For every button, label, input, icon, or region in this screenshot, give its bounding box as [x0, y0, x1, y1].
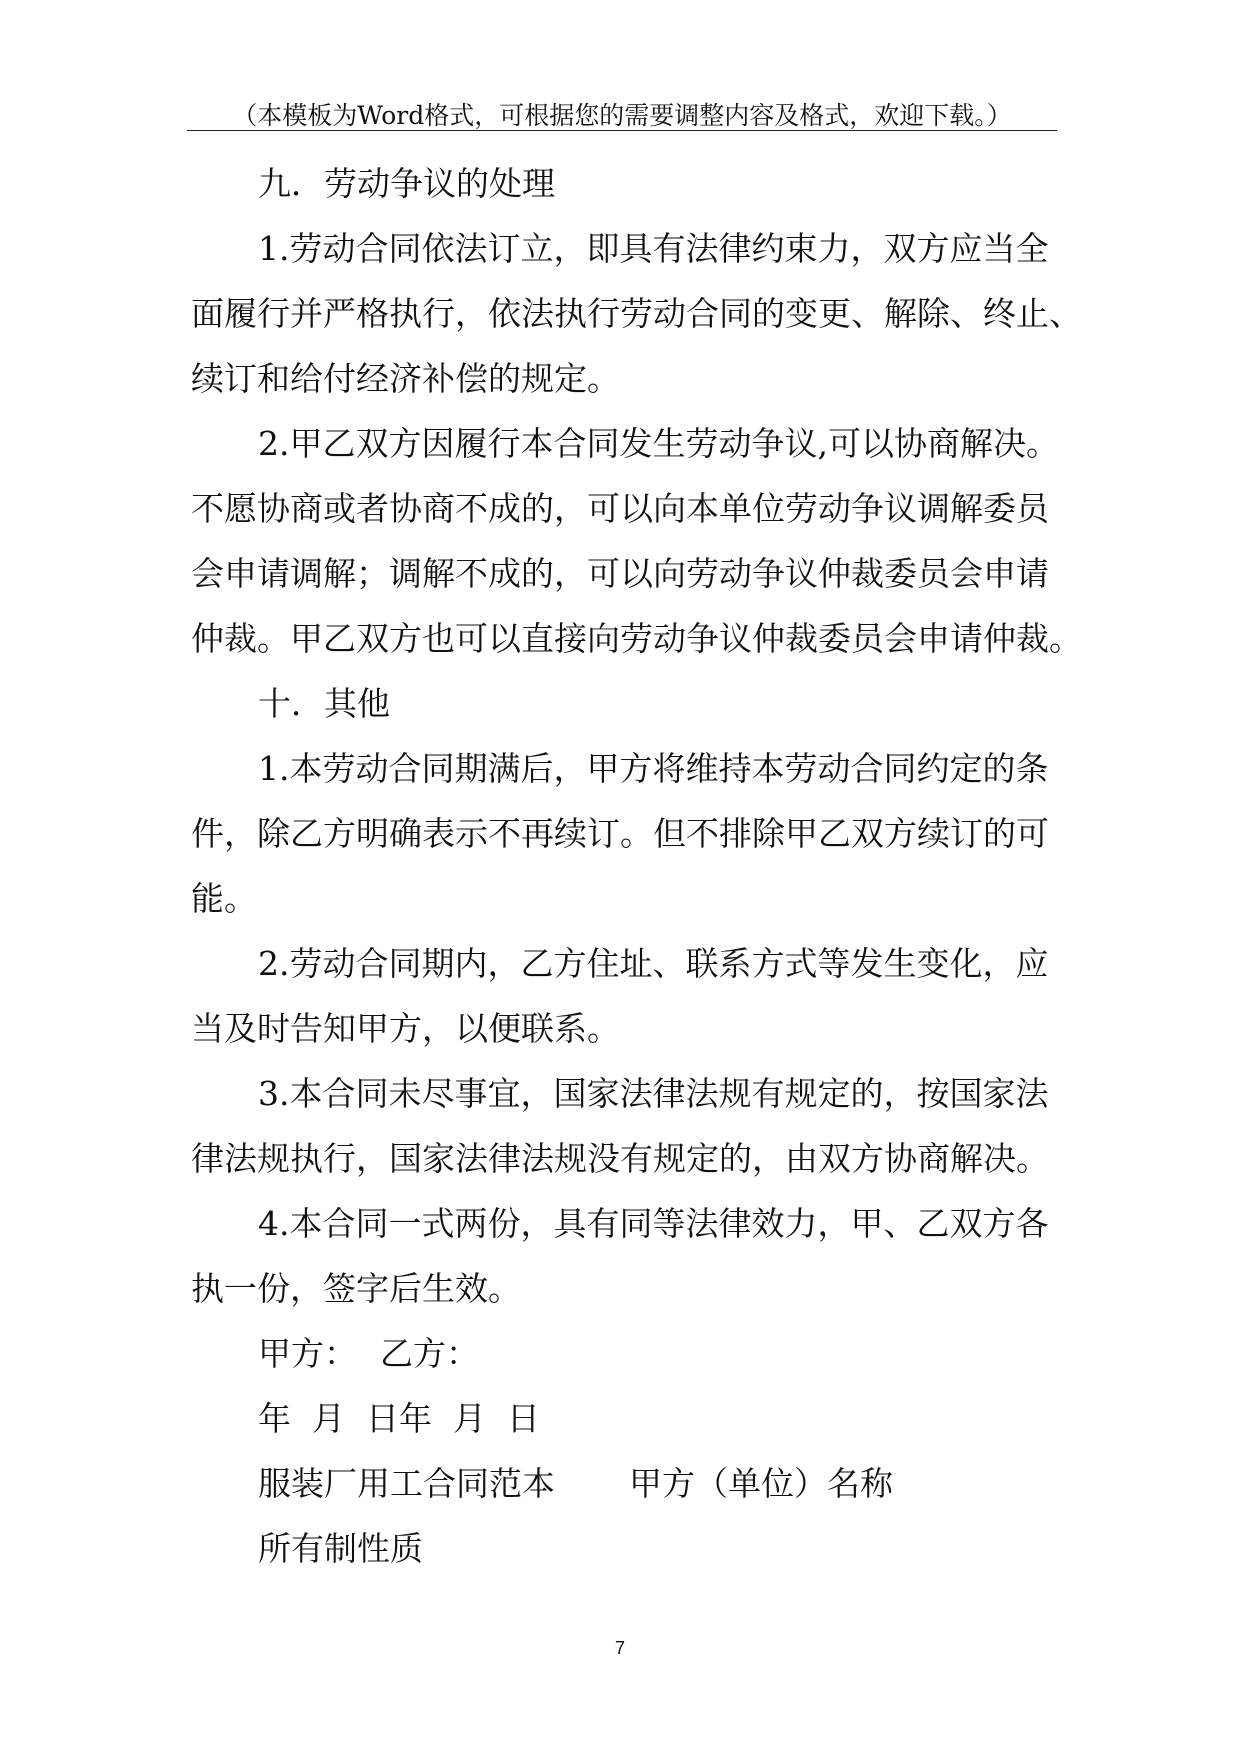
section-9-clause-1-line: 面履行并严格执行，依法执行劳动合同的变更、解除、终止、: [191, 294, 1082, 333]
signature-parties: [191, 1321, 1191, 1386]
next-document-title: 服装厂用工合同范本: [258, 1464, 555, 1503]
page-number: 7: [614, 1638, 625, 1658]
section-9-heading: 九．劳动争议的处理: [258, 164, 555, 203]
section-9-clause-1-line: 续订和给付经济补偿的规定。: [191, 359, 620, 398]
section-10-clause-1-line: 1.本劳动合同期满后，甲方将维持本劳动合同约定的条: [258, 749, 1049, 788]
ownership-label: 所有制性质: [258, 1529, 423, 1568]
party-a-label: 甲方：: [258, 1334, 357, 1373]
section-10-heading: 十．其他: [258, 684, 390, 723]
header-template-note: （本模板为Word格式，可根据您的需要调整内容及格式，欢迎下载。）: [232, 101, 1012, 130]
section-10-clause-4-line: 4.本合同一式两份，具有同等法律效力，甲、乙双方各: [258, 1204, 1049, 1243]
section-10-clause-3-line: 3.本合同未尽事宜，国家法律法规有规定的，按国家法: [258, 1074, 1049, 1113]
next-document-title-row: [191, 1451, 1191, 1516]
section-9-clause-2-line: 会申请调解；调解不成的，可以向劳动争议仲裁委员会申请: [191, 554, 1049, 593]
section-9-clause-2-line: 2.甲乙双方因履行本合同发生劳动争议,可以协商解决。: [258, 424, 1059, 463]
section-9-clause-2-line: 不愿协商或者协商不成的，可以向本单位劳动争议调解委员: [191, 489, 1049, 528]
section-10-clause-2-line: 当及时告知甲方，以便联系。: [191, 1009, 620, 1048]
section-9-clause-1-line: 1.劳动合同依法订立，即具有法律约束力，双方应当全: [258, 229, 1049, 268]
section-10-clause-1-line: 能。: [191, 879, 257, 918]
section-10-clause-3-line: 律法规执行，国家法律法规没有规定的，由双方协商解决。: [191, 1139, 1049, 1178]
party-b-label: 乙方：: [380, 1334, 479, 1373]
section-10-clause-4-line: 执一份，签字后生效。: [191, 1269, 521, 1308]
employer-name-label: 甲方（单位）名称: [629, 1464, 893, 1503]
section-9-clause-2-line: 仲裁。甲乙双方也可以直接向劳动争议仲裁委员会申请仲裁。: [191, 619, 1082, 658]
section-10-clause-1-line: 件，除乙方明确表示不再续订。但不排除甲乙双方续订的可: [191, 814, 1049, 853]
section-10-clause-2-line: 2.劳动合同期内，乙方住址、联系方式等发生变化，应: [258, 944, 1049, 983]
document-body: [191, 151, 1191, 1581]
header-divider: [187, 130, 1057, 131]
signature-date: 年 月 日年 月 日: [258, 1399, 540, 1438]
